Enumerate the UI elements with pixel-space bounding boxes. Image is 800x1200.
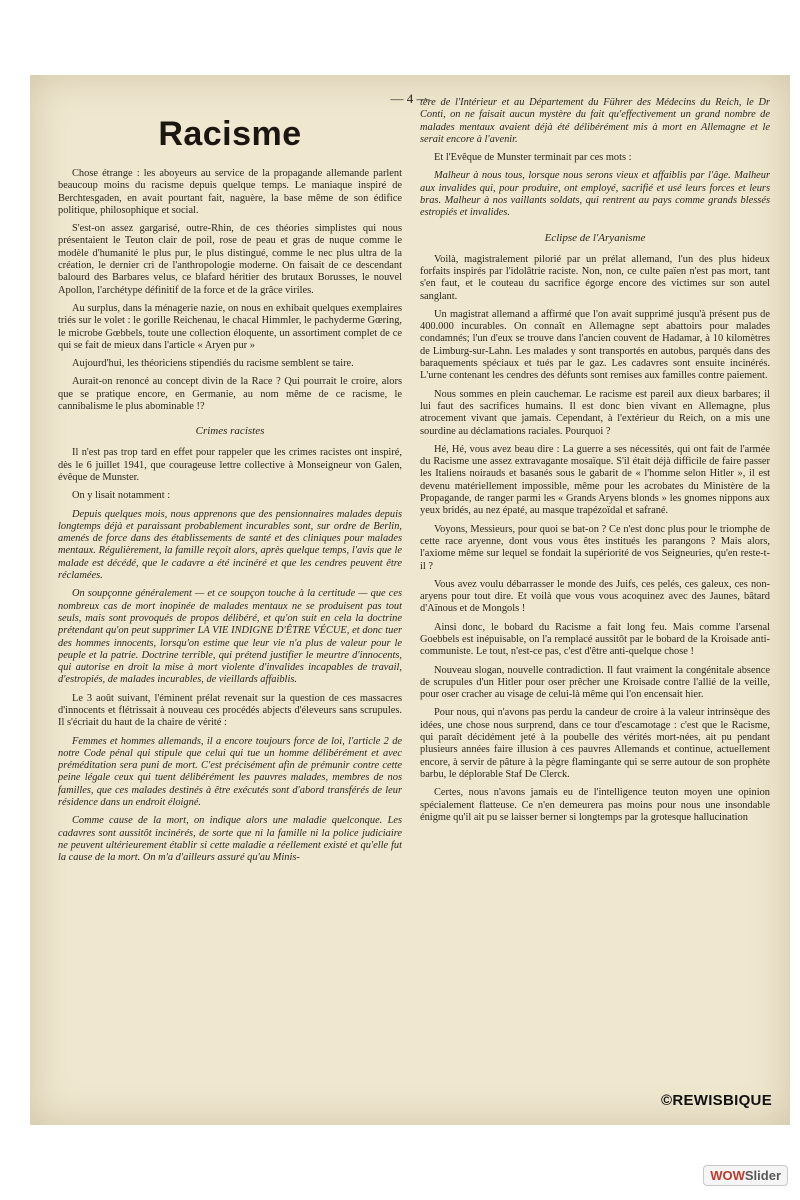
paragraph: Et l'Evêque de Munster terminait par ces mots : [434,152,632,164]
paragraph: Ainsi donc, le bobard du Racisme a fait long feu. Mais comme l'arsenal Goebbels est inépuisable, on l'a remplacé aussitôt par le bobard de la Kroisade anti-communiste. Le tout, n'est-ce pas, c'est d'être anti-quelque chose ! [420,621,770,658]
paragraph: Le 3 août suivant, l'éminent prélat revenait sur la question de ces massacres d'innocents et flétrissait à nouveau ces procédés abjects d'éleveurs sans scrupules. Il s'écriait du haut de la chaire de vérité : [58,692,402,729]
paragraph: Malheur à nous tous, lorsque nous serons vieux et affaiblis par l'âge. Malheur aux invalides qui, pour produire, ont employé, sacrifié et usé leurs forces et leurs bras. Malheur à nos vaillants soldats, qui rentrent au pays comme grands blessés estropiés et invalides. [420,170,770,219]
section-heading: Eclipse de l'Aryanisme [544,231,646,244]
rewisbique-watermark: ©REWISBIQUE [660,1092,772,1109]
wowslider-badge-wow: WOW [710,1168,745,1183]
paragraph: Chose étrange : les aboyeurs au service de la propagande allemande parlent beaucoup moins du racisme depuis quelque temps. Le maniaque inspiré de Berchtesgaden, en avait pourtant fait, naguère, la base même de son édifice politique, philosophique et social. [58,168,402,216]
section-heading: Crimes racistes [195,425,265,438]
paragraph: Femmes et hommes allemands, il a encore toujours force de loi, l'article 2 de notre Code pénal qui stipule que celui qui tue un homme délibérément et avec préméditation sera puni de mort. C'est précisément afin de prémunir contre cette peine légale ceux qui tuent délibérément les pauvres malades, membres de nos familles, que ces malades destinés à être exécutés sont d'abord transférés de leur résidence dans un endroit éloigné. [58,735,402,809]
paragraph: Voilà, magistralement pilorié par un prélat allemand, l'un des plus hideux forfaits inspirés par l'idolâtrie raciste. Non, non, ce culte païen n'est pas mort, tant s'en faut, et le couteau du sacrifice égorge encore des victimes sur son autel sanglant. [420,253,770,302]
paragraph: Comme cause de la mort, on indique alors une maladie quelconque. Les cadavres sont aussitôt incinérés, de sorte que ni la famille ni la police judiciaire ne peuvent ultérieurement établir si cette maladie a réellement existé et qu'elle fut la cause de la mort. On m'a d'ailleurs assuré qu'au Minis- [58,815,402,864]
paragraph: Vous avez voulu débarrasser le monde des Juifs, ces pelés, ces galeux, ces non-aryens pour tout dire. Et voilà que vous vous acoquinez avec des Jaunes, bâtard d'Aïnous et de Mongols ! [420,578,770,615]
paragraph: Au surplus, dans la ménagerie nazie, on nous en exhibait quelques exemplaires triés sur le volet : le gorille Reichenau, le chacal Himmler, le pachyderme Gœring, le microbe Gœbbels, toute une collection éloquente, un assortiment complet de ce qui se fait de mieux dans l'article « Aryen pur » [58,302,402,351]
wowslider-badge[interactable] [703,1165,788,1186]
paragraph: S'est-on assez gargarisé, outre-Rhin, de ces théories simplistes qui nous présentaient le Teuton clair de poil, rose de peau et gras de nuque comme le modèle d'humanité le plus pur, le plus distingué, comme le nec plus ultra de la création, le dernier cri de l'anthropologie moderne. On faisait de ce descendant balourd des Barbares velus, ce blafard héritier des brutaux Borusses, le nouvel Apollon, l'archétype définitif de la force et de la grâce viriles. [58,223,402,296]
paragraph: Aurait-on renoncé au concept divin de la Race ? Qui pourrait le croire, alors que se pratique encore, en Germanie, au nom même de ce racisme, le cannibalisme le plus abominable !? [58,376,402,413]
paragraph: Pour nous, qui n'avons pas perdu la candeur de croire à la valeur intrinsèque des idées, une chose nous surprend, dans ce tour d'escamotage : c'est que le Racisme, qui paraît décidément jeté à la poubelle des vérités mort-nées, ait pu pendant plusieurs années faire illusion à ces pauvres Allemands et continue, actuellement encore, à servir de pâture à la pègre flamingante qui se serre autour de son prophète barbu, le déplorable Staf De Clerck. [420,707,770,780]
paragraph: Certes, nous n'avons jamais eu de l'intelligence teuton moyen une opinion spécialement flatteuse. Ce n'en demeurera pas moins pour nous une insondable énigme qu'il ait pu se laisser berner si longtemps par la grotesque hallucination [420,787,770,823]
right-column-body [420,97,770,824]
paragraph: Voyons, Messieurs, pour quoi se bat-on ? Ce n'est donc plus pour le triomphe de cette race aryenne, dont vous vous êtes institués les parangons ? Mais alors, l'axiome même sur lequel se fondait la supériorité de vos Seigneuries, qu'en reste-t-il ? [420,523,770,572]
paragraph: On y lisait notamment : [72,490,171,502]
paragraph: Aujourd'hui, les théoriciens stipendiés du racisme semblent se taire. [72,358,354,370]
right-column [420,97,770,830]
paragraph: tère de l'Intérieur et au Département du Führer des Médecins du Reich, le Dr Conti, on ne faisait aucun mystère du fait qu'effectivement un grand nombre de malades mentaux avaient déjà été délibérément mis à mort en Allemagne et le serait encore à l'avenir. [420,97,770,145]
paragraph: Depuis quelques mois, nous apprenons que des pensionnaires malades depuis longtemps déjà et paraissant probablement incurables sont, sur ordre de Berlin, amenés de force dans des établissements de santé et des cliniques pour malades mentaux. Régulièrement, la famille reçoit alors, après quelque temps, l'avis que le malade est décédé, que le cadavre a été incinéré et que les cendres peuvent être réclamées. [58,508,402,582]
wowslider-badge-slider: Slider [744,1168,781,1183]
paragraph: Il n'est pas trop tard en effet pour rappeler que les crimes racistes ont inspiré, dès le 6 juillet 1941, que courageuse lettre collective à Monseigneur von Galen, évêque de Munster. [58,447,402,483]
paragraph: On soupçonne généralement — et ce soupçon touche à la certitude — que ces nombreux cas de mort inopinée de malades mentaux ne se produisent pas tout seuls, mais sont provoqués de propos délibéré, et qu'on suit en cela la doctrine prétendant qu'on peut supprimer LA VIE INDIGNE D'ÊTRE VÉCUE, et donc tuer des hommes innocents, lorsqu'on estime que leur vie n'a plus de valeur pour le peuple et la patrie. Doctrine terrible, qui prétend justifier le meurtre d'innocents, qui autorise en droit la mise à mort violente d'invalides incapables de travail, d'estropiés, de malades incurables, de vieillards affaiblis. [58,588,402,686]
left-column [58,115,402,871]
paragraph: Un magistrat allemand a affirmé que l'on avait supprimé jusqu'à présent pus de 400.000 incurables. On connaît en Allemagne sept abattoirs pour malades condamnés; l'un d'eux se trouve dans l'ancien couvent de Hadamar, à 10 kilomètres de Limburg-sur-Lahn. Les malades y sont transportés en autobus, parqués dans des baraquements spéciaux et tués par le gaz. Les cadavres sont ensuite incinérés. L'urne contenant les cendres des défunts sont remises aux familles contre paiement. [420,308,770,382]
paragraph: Nous sommes en plein cauchemar. Le racisme est pareil aux dieux barbares; il lui faut des sacrifices humains. Il est donc bien vivant en Allemagne, plus atrocement vivant que jamais. Cependant, à l'extérieur du Reich, on a mis une sourdine au déclamations raciales. Pourquoi ? [420,388,770,437]
left-column-body [58,168,402,865]
article-title: Racisme [158,115,302,153]
newspaper-page [30,75,790,1125]
paragraph: Nouveau slogan, nouvelle contradiction. Il faut vraiment la congénitale absence de scrupules d'un Hitler pour oser prêcher une Kroisade contre l'allié de la veille, pour oser cracher au visage de celui-là même qui l'on encensait hier. [420,664,770,701]
paragraph: Hé, Hé, vous avez beau dire : La guerre a ses nécessités, qui ont fait de l'armée du Racisme une assez extravagante mosaïque. S'il était déjà difficile de faire passer les Italiens noirauds et basanés sous le gabarit de « l'homme selon Hitler », il est devenu matériellement impossible, même pour les acrobates du Ministère de la Propagande, de ranger parmi les « Grands Aryens blonds » les gnomes nippons aux yeux bridés, au nez épaté, au masque trapézoïdal et safrané. [420,443,770,517]
page-number: — 4 — [390,91,430,106]
